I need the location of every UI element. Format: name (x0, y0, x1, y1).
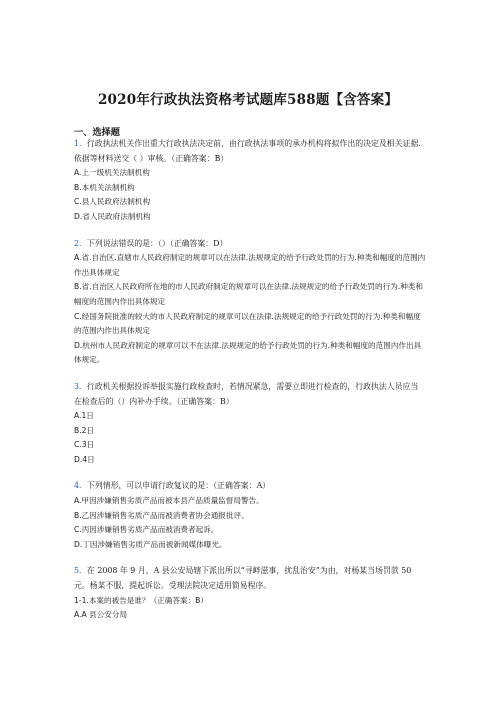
question-number: 4． (74, 481, 87, 491)
question-list (74, 137, 426, 623)
option-a: A.1日 (74, 411, 94, 421)
option-d: D.省人民政府法制机构 (74, 211, 151, 221)
page-title: 2020年行政执法资格考试题库588题【含答案】 (97, 92, 399, 108)
question-number: 3． (74, 381, 87, 391)
question-stem (74, 564, 426, 593)
question-stem (74, 137, 426, 166)
question-5 (74, 564, 426, 622)
option-c: C.丙因涉嫌销售劣质产品而被消费者起诉。 (74, 525, 219, 535)
option-c: C.3日 (74, 440, 95, 450)
option-a: A.省.自治区.直辖市人民政府制定的规章可以在法律.法规规定的给予行政处罚的行为.种类和幅度的范围内作出具体规定 (74, 253, 426, 277)
question-3 (74, 380, 426, 468)
section-heading: 一、选择题 (74, 127, 120, 138)
question-text: 下列说法错误的是：（）（正确答案：D） (86, 238, 228, 248)
question-1 (74, 137, 426, 225)
question-text: 行政机关根据投诉举报实施行政检查时，若情况紧急，需要立即进行检查的，行政执法人员应当在检查后的（）内补办手续。（正确答案：B） (74, 381, 419, 406)
question-stem (74, 479, 426, 494)
option-c: C.经国务院批准的较大的市人民政府制定的规章可以在法律.法规规定的给予行政处罚的行为.种类和幅度的范围内作出具体规定 (74, 311, 421, 336)
option-c: C.县人民政府法制机构 (74, 197, 151, 207)
option-d: D.4日 (74, 454, 95, 464)
option-a: A.上一级机关法制机构 (74, 168, 150, 178)
question-text: 下列情形，可以申请行政复议的是：（正确答案：A） (86, 481, 271, 491)
question-4 (74, 479, 426, 552)
question-text: 行政执法机关作出重大行政执法决定前，由行政执法事项的承办机构将拟作出的决定及相关证据.依据等材料送交（ ）审核。（正确答案：B） (74, 139, 421, 163)
question-number: 1． (74, 139, 87, 148)
option-d: D.杭州市人民政府制定的规章可以不在法律.法规规定的给予行政处罚的行为.种类和幅度的范围内作出具体规定。 (74, 340, 422, 365)
option-a: A.甲因涉嫌销售劣质产品而被本县产品质量监督局警告。 (74, 496, 264, 506)
question-2 (74, 237, 426, 368)
question-number: 5． (74, 566, 87, 576)
option-a: A.A 县公安分局 (74, 610, 128, 620)
question-stem (74, 380, 426, 409)
option-d: D.丁因涉嫌销售劣质产品而被新闻媒体曝光。 (74, 539, 227, 549)
sub-question: 1-1.本案的被告是谁？（正确答案：B） (74, 595, 208, 605)
question-stem (74, 237, 426, 252)
option-b: B.本机关法制机构 (74, 182, 135, 192)
question-number: 2． (74, 238, 87, 248)
option-b: B.2日 (74, 425, 95, 435)
question-text: 在 2008 年 9 月，A 县公安局辖下派出所以“寻衅滋事，扰乱治安”为由，对杨某当场罚款 50 元。杨某不服，提起诉讼。受理法院决定适用简易程序。 (74, 566, 412, 591)
option-b: B.省.自治区人民政府所在地的市人民政府制定的规章可以在法律.法规规定的给予行政处罚的行为.种类和幅度的范围内作出具体规定 (74, 282, 423, 306)
option-b: B.乙因涉嫌销售劣质产品而被消费者协会通报批评。 (74, 510, 249, 520)
